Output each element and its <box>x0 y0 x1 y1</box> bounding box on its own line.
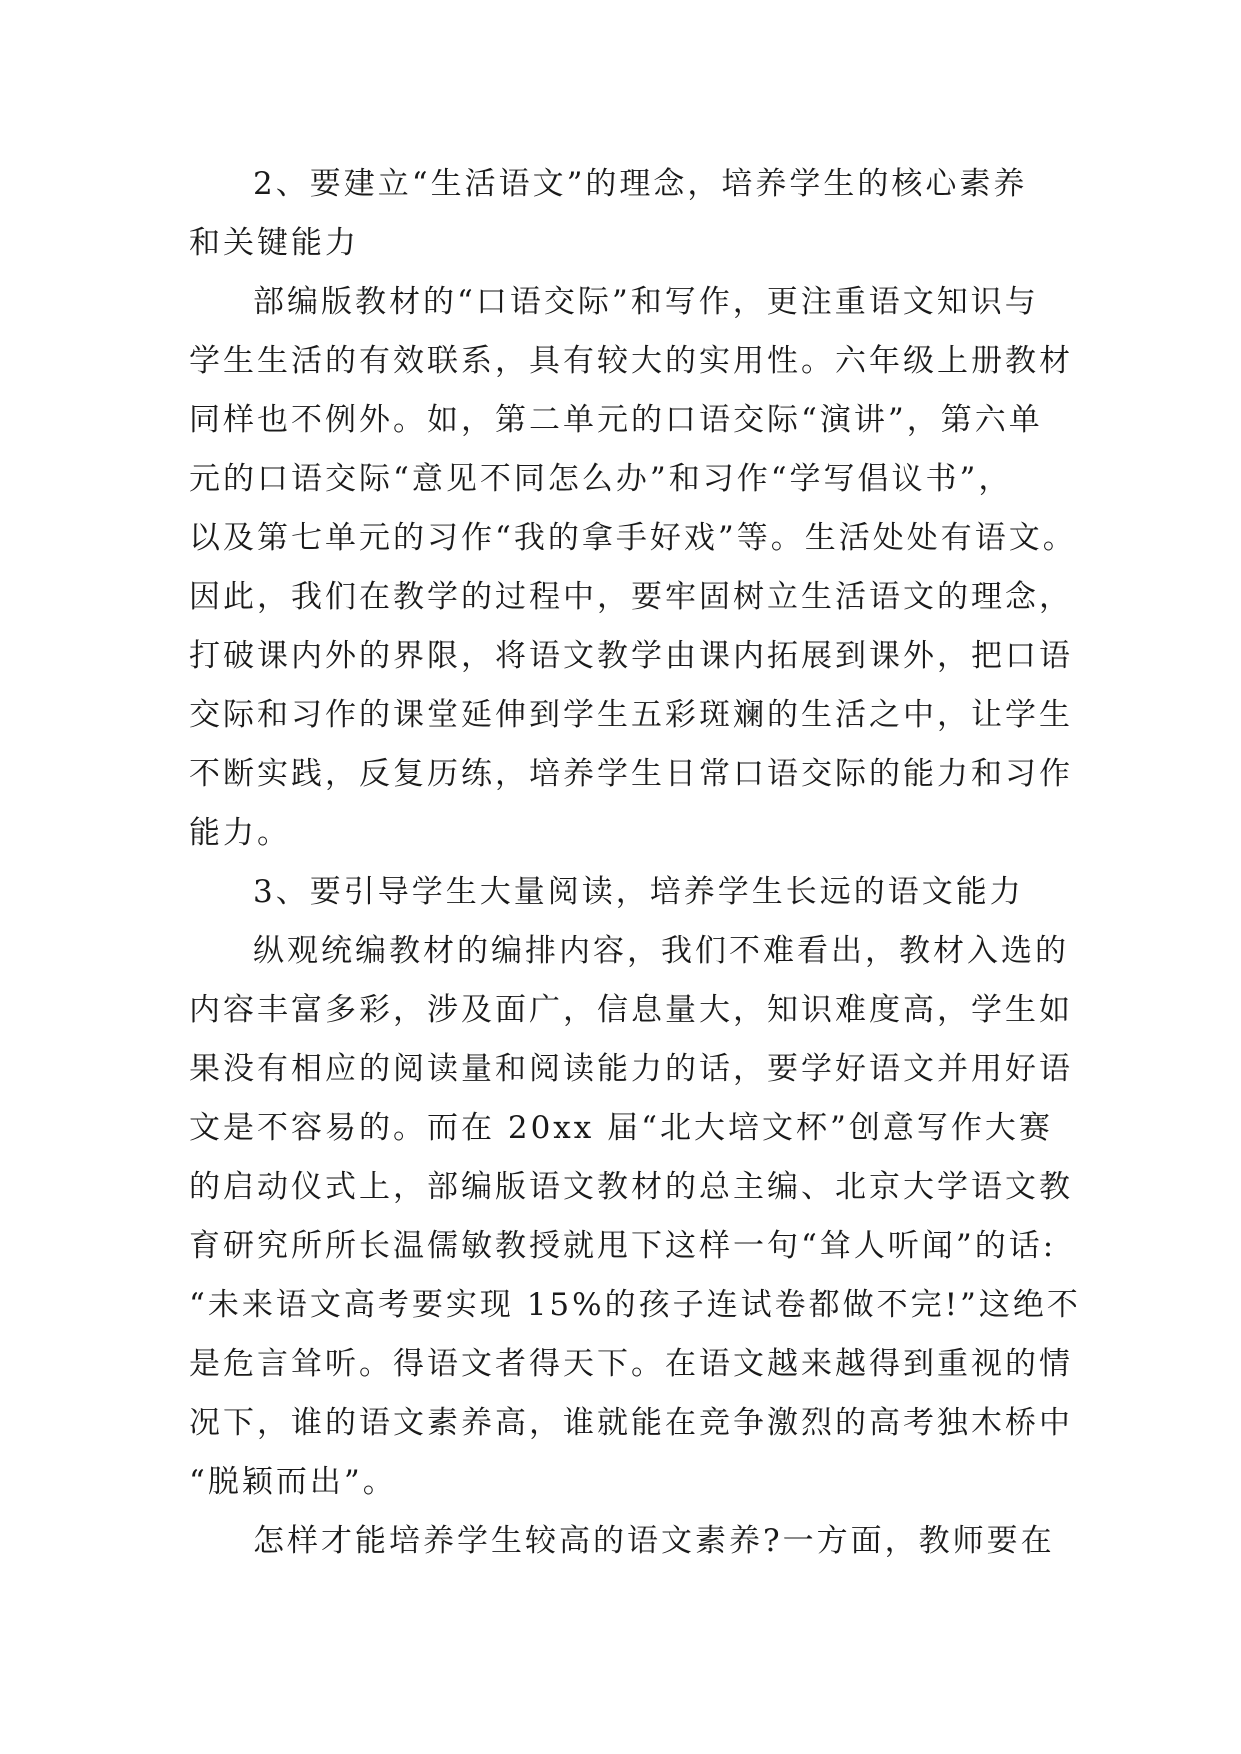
section-heading-3: 3、要引导学生大量阅读，培养学生长远的语文能力 <box>253 874 1024 910</box>
paragraph-line: 同样也不例外。如，第二单元的口语交际“演讲”，第六单 <box>189 402 1043 438</box>
paragraph-line: 能力。 <box>189 815 291 851</box>
paragraph-line: “未来语文高考要实现 15%的孩子连试卷都做不完!”这绝不 <box>189 1287 1081 1323</box>
paragraph-line: 因此，我们在教学的过程中，要牢固树立生活语文的理念， <box>189 579 1073 615</box>
paragraph-line: 纵观统编教材的编排内容，我们不难看出，教材入选的 <box>253 933 1069 969</box>
paragraph-line: 部编版教材的“口语交际”和写作，更注重语文知识与 <box>253 284 1039 320</box>
paragraph-line: 况下，谁的语文素养高，谁就能在竞争激烈的高考独木桥中 <box>189 1405 1073 1441</box>
paragraph-line: “脱颖而出”。 <box>189 1464 397 1500</box>
paragraph-line: 文是不容易的。而在 20xx 届“北大培文杯”创意写作大赛 <box>189 1110 1053 1146</box>
section-heading-2-cont: 和关键能力 <box>189 225 359 261</box>
paragraph-line: 不断实践，反复历练，培养学生日常口语交际的能力和习作 <box>189 756 1073 792</box>
paragraph-line: 交际和习作的课堂延伸到学生五彩斑斓的生活之中，让学生 <box>189 697 1073 733</box>
paragraph-line: 打破课内外的界限，将语文教学由课内拓展到课外，把口语 <box>189 638 1073 674</box>
paragraph-line: 内容丰富多彩，涉及面广，信息量大，知识难度高，学生如 <box>189 992 1073 1028</box>
paragraph-line: 是危言耸听。得语文者得天下。在语文越来越得到重视的情 <box>189 1346 1073 1382</box>
paragraph-line: 怎样才能培养学生较高的语文素养?一方面，教师要在 <box>253 1523 1055 1559</box>
paragraph-line: 元的口语交际“意见不同怎么办”和习作“学写倡议书”， <box>189 461 1013 497</box>
paragraph-line: 果没有相应的阅读量和阅读能力的话，要学好语文并用好语 <box>189 1051 1073 1087</box>
document-body <box>189 155 1081 1571</box>
paragraph-line: 以及第七单元的习作“我的拿手好戏”等。生活处处有语文。 <box>189 520 1077 556</box>
paragraph-line: 的启动仪式上，部编版语文教材的总主编、北京大学语文教 <box>189 1169 1073 1205</box>
paragraph-line: 育研究所所长温儒敏教授就甩下这样一句“耸人听闻”的话: <box>189 1228 1057 1264</box>
section-heading-2: 2、要建立“生活语文”的理念，培养学生的核心素养 <box>253 166 1028 202</box>
paragraph-line: 学生生活的有效联系，具有较大的实用性。六年级上册教材 <box>189 343 1073 379</box>
